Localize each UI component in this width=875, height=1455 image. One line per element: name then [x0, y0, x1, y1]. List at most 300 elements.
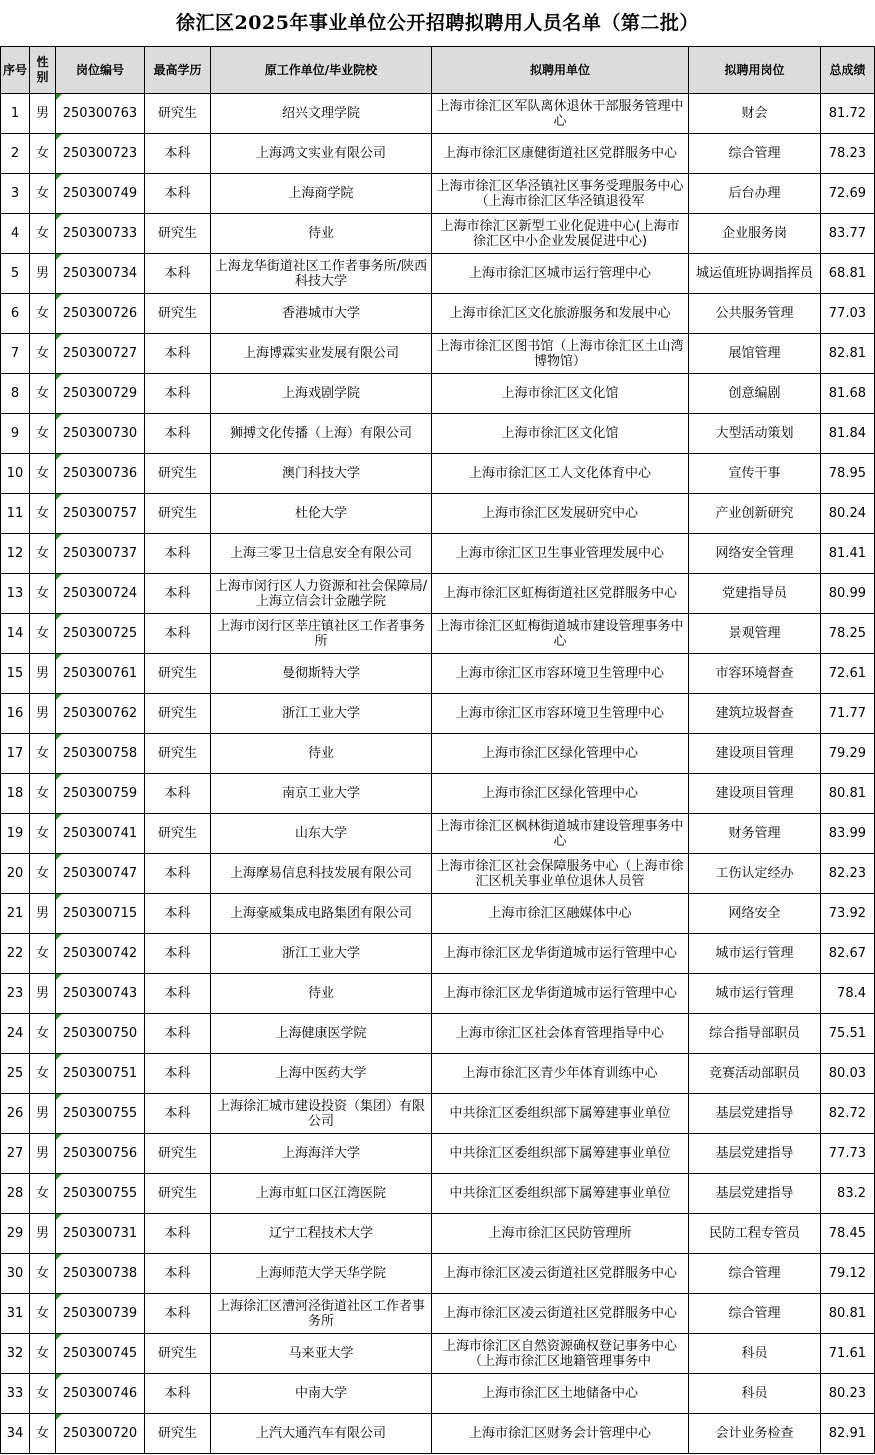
table-row	[1, 1094, 875, 1134]
cell-post: 宣传干事	[689, 454, 821, 494]
cell-origin: 上海海洋大学	[211, 1134, 432, 1174]
cell-unit: 上海市徐汇区土地储备中心	[432, 1374, 689, 1414]
table-row	[1, 654, 875, 694]
cell-gender: 女	[30, 214, 56, 254]
cell-gender: 女	[30, 1334, 56, 1374]
cell-score: 80.03	[821, 1054, 875, 1094]
cell-gender: 女	[30, 734, 56, 774]
cell-no: 21	[1, 894, 30, 934]
cell-no: 30	[1, 1254, 30, 1294]
cell-score: 82.81	[821, 334, 875, 374]
cell-score: 83.99	[821, 814, 875, 854]
cell-code: 250300730	[56, 414, 145, 454]
cell-unit: 上海市徐汇区民防管理所	[432, 1214, 689, 1254]
cell-unit: 上海市徐汇区发展研究中心	[432, 494, 689, 534]
cell-education: 本科	[145, 1374, 211, 1414]
cell-score: 83.2	[821, 1174, 875, 1214]
table-row	[1, 214, 875, 254]
cell-unit: 上海市徐汇区文化馆	[432, 414, 689, 454]
cell-no: 28	[1, 1174, 30, 1214]
cell-code: 250300756	[56, 1134, 145, 1174]
cell-score: 78.95	[821, 454, 875, 494]
cell-education: 本科	[145, 1094, 211, 1134]
cell-post: 市容环境督查	[689, 654, 821, 694]
cell-post: 网络安全	[689, 894, 821, 934]
cell-origin: 上海摩易信息科技发展有限公司	[211, 854, 432, 894]
cell-post: 科员	[689, 1334, 821, 1374]
cell-unit: 上海市徐汇区军队离休退休干部服务管理中心	[432, 94, 689, 134]
cell-score: 72.61	[821, 654, 875, 694]
cell-post: 公共服务管理	[689, 294, 821, 334]
cell-unit: 上海市徐汇区市容环境卫生管理中心	[432, 694, 689, 734]
cell-post: 产业创新研究	[689, 494, 821, 534]
cell-no: 29	[1, 1214, 30, 1254]
table-row	[1, 1174, 875, 1214]
table-header-row	[1, 47, 875, 94]
cell-code: 250300736	[56, 454, 145, 494]
cell-no: 17	[1, 734, 30, 774]
cell-gender: 女	[30, 294, 56, 334]
cell-post: 大型活动策划	[689, 414, 821, 454]
cell-post: 党建指导员	[689, 574, 821, 614]
cell-code: 250300733	[56, 214, 145, 254]
cell-no: 22	[1, 934, 30, 974]
cell-post: 城运值班协调指挥员	[689, 254, 821, 294]
cell-education: 研究生	[145, 1134, 211, 1174]
cell-no: 3	[1, 174, 30, 214]
cell-unit: 上海市徐汇区市容环境卫生管理中心	[432, 654, 689, 694]
cell-gender: 男	[30, 94, 56, 134]
cell-gender: 女	[30, 374, 56, 414]
cell-no: 18	[1, 774, 30, 814]
cell-education: 研究生	[145, 694, 211, 734]
cell-unit: 上海市徐汇区工人文化体育中心	[432, 454, 689, 494]
cell-post: 基层党建指导	[689, 1094, 821, 1134]
cell-code: 250300739	[56, 1294, 145, 1334]
cell-no: 23	[1, 974, 30, 1014]
table-row	[1, 174, 875, 214]
table-row	[1, 134, 875, 174]
cell-post: 综合管理	[689, 1294, 821, 1334]
cell-gender: 女	[30, 1174, 56, 1214]
cell-gender: 女	[30, 1374, 56, 1414]
cell-post: 综合管理	[689, 134, 821, 174]
cell-education: 研究生	[145, 494, 211, 534]
cell-post: 竞赛活动部职员	[689, 1054, 821, 1094]
cell-code: 250300738	[56, 1254, 145, 1294]
cell-origin: 马来亚大学	[211, 1334, 432, 1374]
cell-origin: 待业	[211, 974, 432, 1014]
cell-no: 11	[1, 494, 30, 534]
cell-code: 250300763	[56, 94, 145, 134]
cell-education: 本科	[145, 774, 211, 814]
table-row	[1, 1014, 875, 1054]
cell-gender: 女	[30, 414, 56, 454]
cell-score: 81.41	[821, 534, 875, 574]
cell-code: 250300751	[56, 1054, 145, 1094]
cell-education: 研究生	[145, 214, 211, 254]
cell-gender: 女	[30, 334, 56, 374]
cell-origin: 绍兴文理学院	[211, 94, 432, 134]
cell-no: 5	[1, 254, 30, 294]
cell-education: 本科	[145, 134, 211, 174]
cell-post: 城市运行管理	[689, 974, 821, 1014]
table-row	[1, 414, 875, 454]
cell-unit: 上海市徐汇区龙华街道城市运行管理中心	[432, 934, 689, 974]
cell-origin: 曼彻斯特大学	[211, 654, 432, 694]
cell-post: 工伤认定经办	[689, 854, 821, 894]
cell-no: 16	[1, 694, 30, 734]
cell-no: 7	[1, 334, 30, 374]
cell-unit: 上海市徐汇区融媒体中心	[432, 894, 689, 934]
cell-score: 73.92	[821, 894, 875, 934]
cell-no: 9	[1, 414, 30, 454]
cell-unit: 上海市徐汇区青少年体育训练中心	[432, 1054, 689, 1094]
cell-no: 26	[1, 1094, 30, 1134]
table-row	[1, 254, 875, 294]
cell-gender: 女	[30, 614, 56, 654]
cell-score: 68.81	[821, 254, 875, 294]
header-unit: 拟聘用单位	[432, 47, 689, 94]
cell-unit: 上海市徐汇区文化馆	[432, 374, 689, 414]
cell-gender: 女	[30, 774, 56, 814]
cell-score: 80.81	[821, 1294, 875, 1334]
table-row	[1, 574, 875, 614]
cell-education: 研究生	[145, 94, 211, 134]
cell-code: 250300757	[56, 494, 145, 534]
cell-gender: 女	[30, 174, 56, 214]
cell-origin: 上海豪威集成电路集团有限公司	[211, 894, 432, 934]
header-education: 最高学历	[145, 47, 211, 94]
cell-education: 本科	[145, 574, 211, 614]
cell-gender: 男	[30, 1214, 56, 1254]
header-no: 序号	[1, 47, 30, 94]
cell-score: 81.68	[821, 374, 875, 414]
cell-no: 10	[1, 454, 30, 494]
cell-post: 财务管理	[689, 814, 821, 854]
cell-post: 城市运行管理	[689, 934, 821, 974]
cell-origin: 待业	[211, 734, 432, 774]
cell-education: 研究生	[145, 1334, 211, 1374]
table-row	[1, 1134, 875, 1174]
cell-code: 250300729	[56, 374, 145, 414]
cell-education: 本科	[145, 334, 211, 374]
cell-origin: 上海市闵行区人力资源和社会保障局/上海立信会计金融学院	[211, 574, 432, 614]
cell-unit: 上海市徐汇区凌云街道社区党群服务中心	[432, 1254, 689, 1294]
cell-code: 250300761	[56, 654, 145, 694]
cell-code: 250300749	[56, 174, 145, 214]
cell-post: 会计业务检查	[689, 1414, 821, 1454]
cell-post: 科员	[689, 1374, 821, 1414]
table-row	[1, 1054, 875, 1094]
table-row	[1, 94, 875, 134]
cell-unit: 上海市徐汇区城市运行管理中心	[432, 254, 689, 294]
cell-code: 250300731	[56, 1214, 145, 1254]
cell-score: 75.51	[821, 1014, 875, 1054]
cell-unit: 中共徐汇区委组织部下属筹建事业单位	[432, 1134, 689, 1174]
cell-gender: 男	[30, 974, 56, 1014]
cell-education: 研究生	[145, 294, 211, 334]
cell-education: 本科	[145, 854, 211, 894]
cell-score: 82.72	[821, 1094, 875, 1134]
cell-unit: 上海市徐汇区社会保障服务中心（上海市徐汇区机关事业单位退休人员管	[432, 854, 689, 894]
cell-gender: 女	[30, 1254, 56, 1294]
cell-code: 250300723	[56, 134, 145, 174]
page-title: 徐汇区2025年事业单位公开招聘拟聘用人员名单（第二批）	[176, 12, 699, 34]
table-row	[1, 334, 875, 374]
cell-score: 82.23	[821, 854, 875, 894]
header-code: 岗位编号	[56, 47, 145, 94]
cell-education: 本科	[145, 1294, 211, 1334]
cell-gender: 女	[30, 134, 56, 174]
cell-score: 79.12	[821, 1254, 875, 1294]
cell-code: 250300746	[56, 1374, 145, 1414]
cell-gender: 女	[30, 1294, 56, 1334]
table-row	[1, 454, 875, 494]
cell-code: 250300737	[56, 534, 145, 574]
cell-post: 建设项目管理	[689, 734, 821, 774]
cell-origin: 上海市闵行区莘庄镇社区工作者事务所	[211, 614, 432, 654]
cell-no: 13	[1, 574, 30, 614]
cell-origin: 上海徐汇城市建设投资（集团）有限公司	[211, 1094, 432, 1134]
cell-code: 250300750	[56, 1014, 145, 1054]
cell-no: 8	[1, 374, 30, 414]
cell-origin: 山东大学	[211, 814, 432, 854]
cell-origin: 上汽大通汽车有限公司	[211, 1414, 432, 1454]
cell-education: 本科	[145, 174, 211, 214]
table-row	[1, 1214, 875, 1254]
table-row	[1, 1414, 875, 1454]
cell-education: 本科	[145, 374, 211, 414]
cell-score: 78.45	[821, 1214, 875, 1254]
table-row	[1, 894, 875, 934]
cell-unit: 上海市徐汇区绿化管理中心	[432, 774, 689, 814]
cell-code: 250300755	[56, 1094, 145, 1134]
cell-origin: 浙江工业大学	[211, 694, 432, 734]
table-row	[1, 614, 875, 654]
cell-origin: 上海戏剧学院	[211, 374, 432, 414]
cell-origin: 上海鸿文实业有限公司	[211, 134, 432, 174]
cell-education: 本科	[145, 1254, 211, 1294]
cell-no: 15	[1, 654, 30, 694]
cell-score: 77.03	[821, 294, 875, 334]
cell-education: 研究生	[145, 1414, 211, 1454]
cell-code: 250300720	[56, 1414, 145, 1454]
cell-score: 71.61	[821, 1334, 875, 1374]
header-score: 总成绩	[821, 47, 875, 94]
cell-code: 250300762	[56, 694, 145, 734]
cell-score: 78.4	[821, 974, 875, 1014]
cell-code: 250300734	[56, 254, 145, 294]
table-row	[1, 374, 875, 414]
table-row	[1, 974, 875, 1014]
cell-gender: 女	[30, 934, 56, 974]
cell-unit: 上海市徐汇区社会体育管理指导中心	[432, 1014, 689, 1054]
cell-unit: 上海市徐汇区财务会计管理中心	[432, 1414, 689, 1454]
cell-unit: 上海市徐汇区虹梅街道城市建设管理事务中心	[432, 614, 689, 654]
cell-no: 32	[1, 1334, 30, 1374]
cell-origin: 香港城市大学	[211, 294, 432, 334]
table-row	[1, 1294, 875, 1334]
cell-no: 4	[1, 214, 30, 254]
cell-origin: 上海龙华街道社区工作者事务所/陕西科技大学	[211, 254, 432, 294]
cell-code: 250300745	[56, 1334, 145, 1374]
cell-post: 财会	[689, 94, 821, 134]
cell-origin: 上海市虹口区江湾医院	[211, 1174, 432, 1214]
cell-post: 综合管理	[689, 1254, 821, 1294]
cell-unit: 上海市徐汇区龙华街道城市运行管理中心	[432, 974, 689, 1014]
cell-education: 本科	[145, 894, 211, 934]
cell-no: 31	[1, 1294, 30, 1334]
cell-unit: 上海市徐汇区卫生事业管理发展中心	[432, 534, 689, 574]
cell-education: 本科	[145, 974, 211, 1014]
header-gender: 性别	[30, 47, 56, 94]
cell-no: 19	[1, 814, 30, 854]
cell-education: 本科	[145, 614, 211, 654]
cell-unit: 上海市徐汇区华泾镇社区事务受理服务中心（上海市徐汇区华泾镇退役军	[432, 174, 689, 214]
cell-score: 80.99	[821, 574, 875, 614]
cell-unit: 中共徐汇区委组织部下属筹建事业单位	[432, 1174, 689, 1214]
cell-education: 研究生	[145, 654, 211, 694]
cell-code: 250300725	[56, 614, 145, 654]
cell-unit: 上海市徐汇区文化旅游服务和发展中心	[432, 294, 689, 334]
cell-no: 33	[1, 1374, 30, 1414]
cell-education: 本科	[145, 1054, 211, 1094]
cell-code: 250300742	[56, 934, 145, 974]
cell-post: 建设项目管理	[689, 774, 821, 814]
cell-post: 后台办理	[689, 174, 821, 214]
cell-gender: 女	[30, 574, 56, 614]
cell-no: 20	[1, 854, 30, 894]
cell-code: 250300755	[56, 1174, 145, 1214]
cell-score: 81.84	[821, 414, 875, 454]
cell-post: 综合指导部职员	[689, 1014, 821, 1054]
cell-education: 研究生	[145, 1174, 211, 1214]
cell-origin: 杜伦大学	[211, 494, 432, 534]
cell-education: 研究生	[145, 814, 211, 854]
cell-code: 250300759	[56, 774, 145, 814]
cell-gender: 女	[30, 454, 56, 494]
cell-code: 250300727	[56, 334, 145, 374]
cell-gender: 女	[30, 814, 56, 854]
cell-education: 本科	[145, 414, 211, 454]
cell-gender: 女	[30, 854, 56, 894]
cell-score: 82.91	[821, 1414, 875, 1454]
cell-code: 250300758	[56, 734, 145, 774]
cell-origin: 上海中医药大学	[211, 1054, 432, 1094]
cell-origin: 待业	[211, 214, 432, 254]
cell-score: 80.23	[821, 1374, 875, 1414]
cell-origin: 澳门科技大学	[211, 454, 432, 494]
cell-code: 250300743	[56, 974, 145, 1014]
cell-gender: 女	[30, 1054, 56, 1094]
table-row	[1, 774, 875, 814]
cell-no: 24	[1, 1014, 30, 1054]
cell-gender: 男	[30, 894, 56, 934]
cell-gender: 男	[30, 654, 56, 694]
cell-origin: 中南大学	[211, 1374, 432, 1414]
table-row	[1, 694, 875, 734]
cell-score: 79.29	[821, 734, 875, 774]
cell-code: 250300724	[56, 574, 145, 614]
cell-post: 展馆管理	[689, 334, 821, 374]
cell-score: 78.23	[821, 134, 875, 174]
cell-education: 研究生	[145, 454, 211, 494]
cell-unit: 上海市徐汇区绿化管理中心	[432, 734, 689, 774]
cell-post: 创意编剧	[689, 374, 821, 414]
cell-gender: 男	[30, 1134, 56, 1174]
table-row	[1, 1334, 875, 1374]
cell-unit: 中共徐汇区委组织部下属筹建事业单位	[432, 1094, 689, 1134]
table-row	[1, 814, 875, 854]
cell-gender: 女	[30, 1014, 56, 1054]
cell-post: 网络安全管理	[689, 534, 821, 574]
cell-origin: 南京工业大学	[211, 774, 432, 814]
cell-gender: 女	[30, 1414, 56, 1454]
cell-post: 建筑垃圾督查	[689, 694, 821, 734]
cell-post: 企业服务岗	[689, 214, 821, 254]
cell-score: 80.81	[821, 774, 875, 814]
table-row	[1, 534, 875, 574]
cell-no: 34	[1, 1414, 30, 1454]
table-row	[1, 294, 875, 334]
cell-no: 12	[1, 534, 30, 574]
cell-post: 基层党建指导	[689, 1134, 821, 1174]
cell-education: 本科	[145, 1014, 211, 1054]
cell-post: 景观管理	[689, 614, 821, 654]
cell-score: 72.69	[821, 174, 875, 214]
cell-education: 本科	[145, 534, 211, 574]
cell-score: 82.67	[821, 934, 875, 974]
cell-no: 27	[1, 1134, 30, 1174]
table-row	[1, 1374, 875, 1414]
table-row	[1, 934, 875, 974]
cell-origin: 上海健康医学院	[211, 1014, 432, 1054]
cell-unit: 上海市徐汇区虹梅街道社区党群服务中心	[432, 574, 689, 614]
header-post: 拟聘用岗位	[689, 47, 821, 94]
cell-gender: 男	[30, 694, 56, 734]
cell-score: 78.25	[821, 614, 875, 654]
cell-unit: 上海市徐汇区自然资源确权登记事务中心（上海市徐汇区地籍管理事务中	[432, 1334, 689, 1374]
cell-no: 2	[1, 134, 30, 174]
header-origin: 原工作单位/毕业院校	[211, 47, 432, 94]
cell-gender: 女	[30, 494, 56, 534]
cell-education: 本科	[145, 934, 211, 974]
cell-origin: 上海徐汇区漕河泾街道社区工作者事务所	[211, 1294, 432, 1334]
cell-origin: 狮搏文化传播（上海）有限公司	[211, 414, 432, 454]
cell-unit: 上海市徐汇区新型工业化促进中心(上海市徐汇区中小企业发展促进中心)	[432, 214, 689, 254]
cell-origin: 辽宁工程技术大学	[211, 1214, 432, 1254]
cell-origin: 上海三零卫士信息安全有限公司	[211, 534, 432, 574]
cell-post: 民防工程专管员	[689, 1214, 821, 1254]
cell-score: 80.24	[821, 494, 875, 534]
table-row	[1, 734, 875, 774]
cell-code: 250300715	[56, 894, 145, 934]
cell-origin: 上海博霖实业发展有限公司	[211, 334, 432, 374]
cell-gender: 男	[30, 1094, 56, 1134]
cell-no: 6	[1, 294, 30, 334]
cell-post: 基层党建指导	[689, 1174, 821, 1214]
cell-no: 25	[1, 1054, 30, 1094]
cell-code: 250300726	[56, 294, 145, 334]
cell-score: 83.77	[821, 214, 875, 254]
cell-unit: 上海市徐汇区康健街道社区党群服务中心	[432, 134, 689, 174]
cell-code: 250300747	[56, 854, 145, 894]
cell-score: 71.77	[821, 694, 875, 734]
table-row	[1, 854, 875, 894]
cell-origin: 上海商学院	[211, 174, 432, 214]
cell-score: 81.72	[821, 94, 875, 134]
